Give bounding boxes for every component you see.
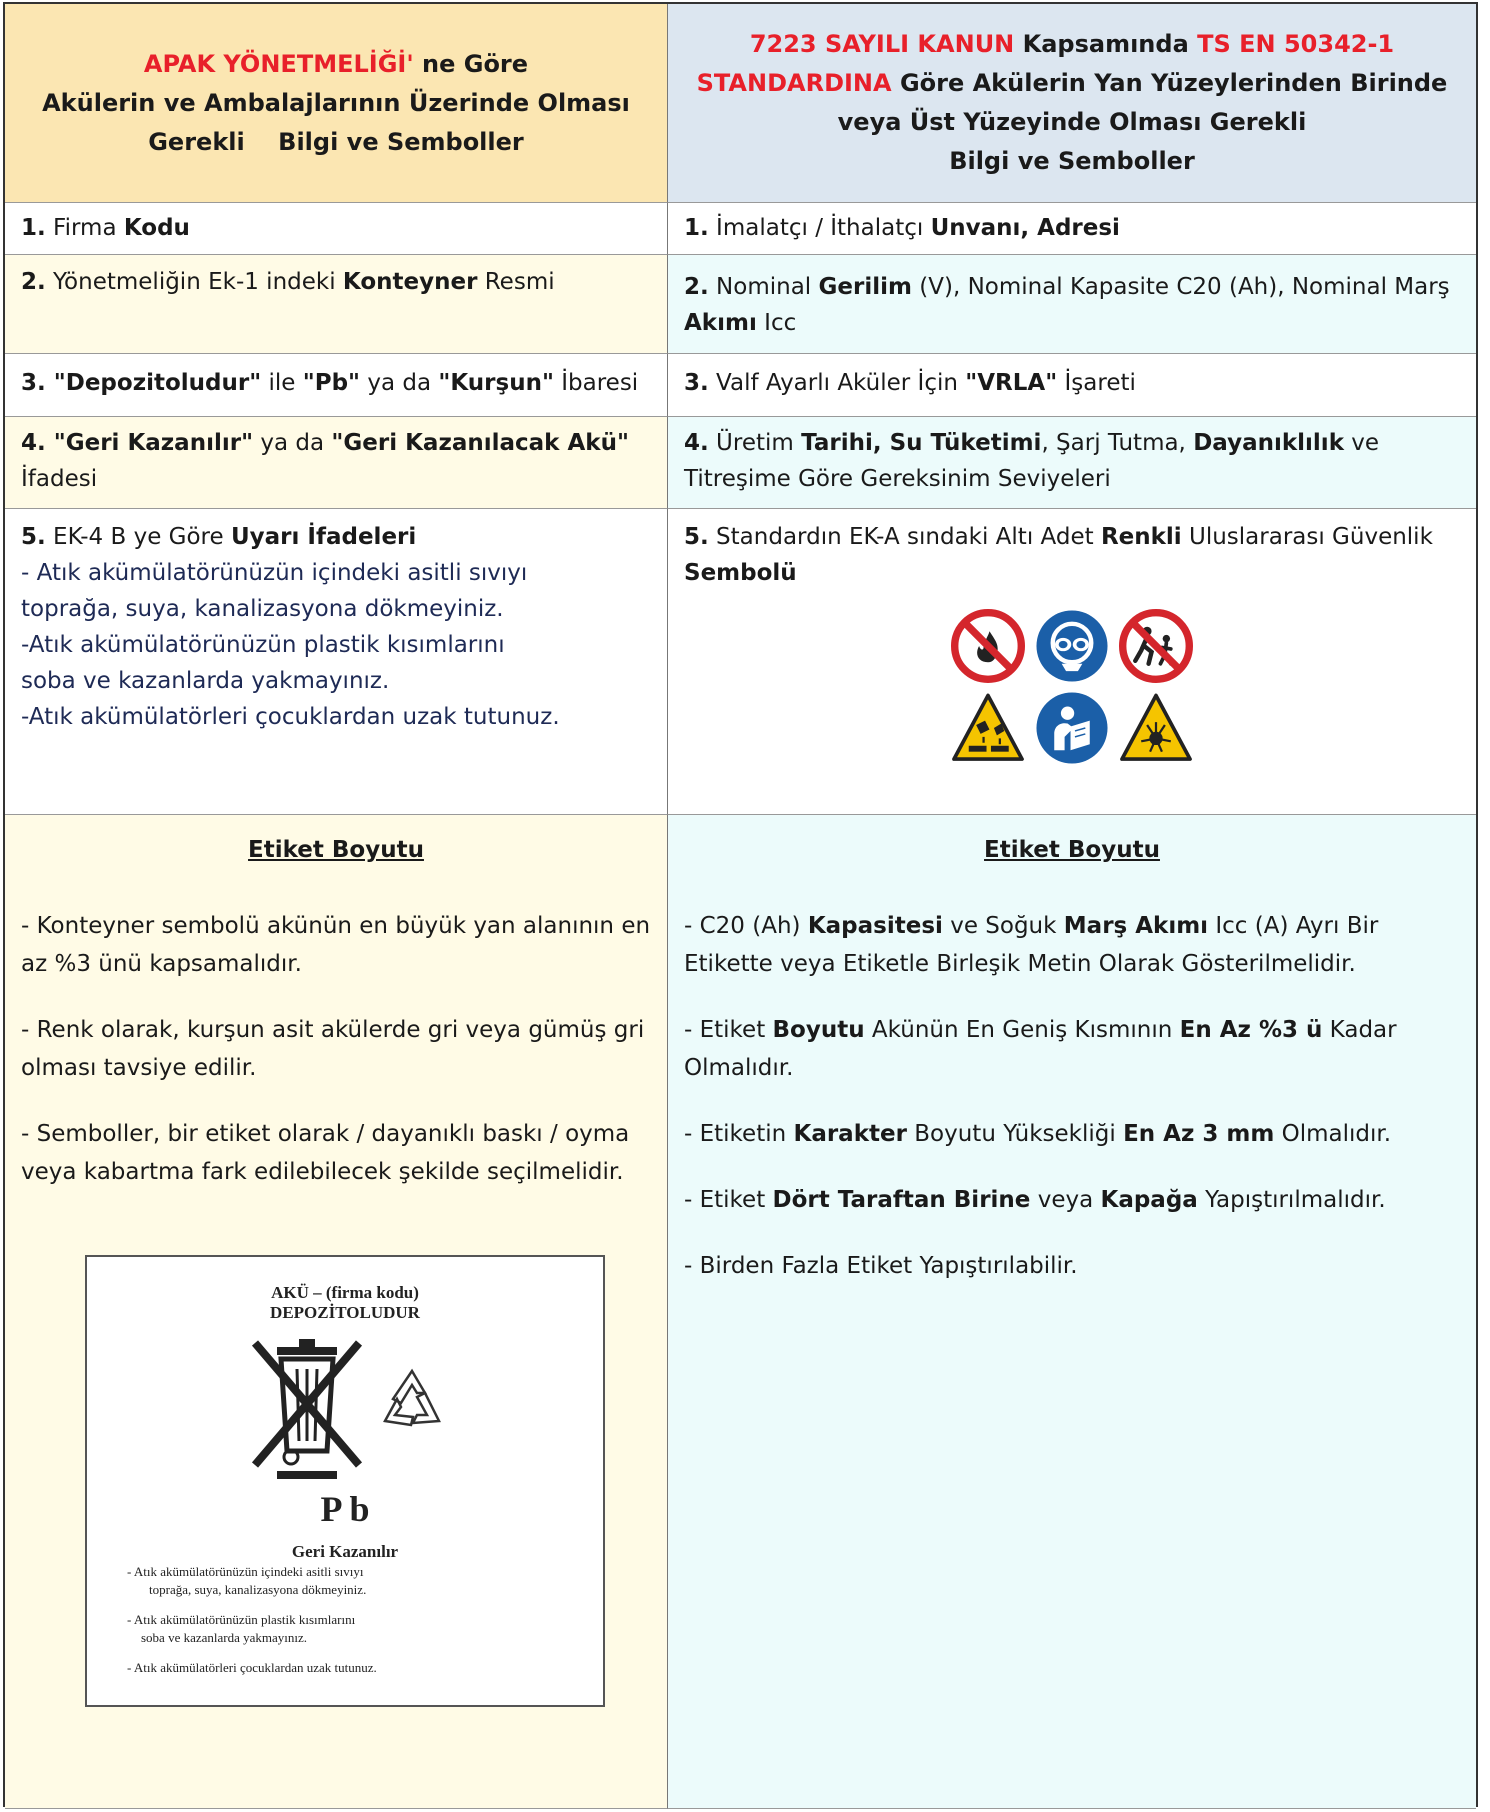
- row5-right-b1: Renkli: [1100, 524, 1182, 550]
- row2-right: [668, 255, 1476, 354]
- corrosive-warning-icon: [951, 691, 1025, 765]
- label-recover: Geri Kazanılır: [291, 1542, 399, 1561]
- bottom-right: [668, 815, 1476, 1809]
- label-warning-2b: soba ve kazanlarda yakmayınız.: [141, 1630, 308, 1645]
- row4-left-b1: "Geri Kazanılır": [45, 430, 254, 456]
- header-left-line2: Akülerin ve Ambalajlarının Üzerinde Olması: [42, 88, 630, 117]
- row1-right-num: 1.: [684, 215, 709, 241]
- row3-right-text: Valf Ayarlı Aküler İçin: [708, 370, 966, 396]
- header-right-red3: STANDARDINA: [696, 69, 892, 97]
- row3-right-num: 3.: [684, 370, 709, 396]
- row3-right-post: İşareti: [1057, 370, 1136, 396]
- row3-left-num: 3.: [21, 370, 46, 396]
- label-line1: AKÜ – (firma kodu): [271, 1283, 419, 1302]
- row2-left-text: Yönetmeliğin Ek-1 indeki: [45, 269, 343, 295]
- rp3-b2: En Az 3 mm: [1123, 1121, 1275, 1147]
- row4-right-b2: Dayanıklılık: [1193, 430, 1344, 456]
- row1-left-bold: Kodu: [123, 215, 190, 241]
- row2-right-b1: Gerilim: [818, 274, 912, 300]
- row2-left: [5, 255, 668, 354]
- row5-right-t1: Standardın EK-A sındaki Altı Adet: [708, 524, 1101, 550]
- right-para-4: [684, 1181, 1460, 1219]
- rp1-t2: ve Soğuk: [942, 913, 1064, 939]
- header-right-black2: Göre Akülerin Yan Yüzeylerinden Birinde: [891, 69, 1448, 97]
- row2-left-bold: Konteyner: [342, 269, 478, 295]
- row5-right-num: 5.: [684, 524, 709, 550]
- safety-symbols: [684, 609, 1460, 765]
- rp3-t2: Boyutu Yüksekliği: [906, 1121, 1124, 1147]
- right-para-3: [684, 1115, 1460, 1153]
- warning-line: -Atık akümülatörleri çocuklardan uzak tutunuz.: [21, 704, 560, 730]
- header-left: [5, 4, 668, 203]
- row4-right-t3: ve Titreşime Göre Gereksinim Seviyeleri: [684, 430, 1380, 492]
- explosive-warning-icon: [1119, 691, 1193, 765]
- rp2-b1: Boyutu: [772, 1017, 865, 1043]
- label-warning-2a: - Atık akümülatörünüzün plastik kısımlarını: [127, 1612, 356, 1627]
- label-size-title: Etiket Boyutu: [984, 837, 1160, 863]
- rp1-b1: Kapasitesi: [807, 913, 943, 939]
- rp4-t2: veya: [1030, 1187, 1101, 1213]
- rp3-t1: - Etiketin: [684, 1121, 794, 1147]
- rp4-t3: Yapıştırılmalıdır.: [1197, 1187, 1386, 1213]
- row1-left: [5, 203, 668, 255]
- row3-left-b2: "Pb": [302, 370, 361, 396]
- row4-left: [5, 417, 668, 509]
- row4-right-t1: Üretim: [708, 430, 802, 456]
- right-para-2: [684, 1011, 1460, 1087]
- rp1-t3: Icc (A) Ayrı Bir Etikette veya Etiketle Birleşik Metin Olarak Gösterilmelidir.: [684, 913, 1379, 977]
- header-right-red2: TS EN 50342-1: [1197, 30, 1395, 58]
- row5-right: [668, 509, 1476, 815]
- rp4-b2: Kapağa: [1100, 1187, 1198, 1213]
- warning-line: toprağa, suya, kanalizasyona dökmeyiniz.: [21, 596, 504, 622]
- warning-line: -Atık akümülatörünüzün plastik kısımlarını: [21, 632, 505, 658]
- rp3-t3: Olmalıdır.: [1274, 1121, 1392, 1147]
- row2-right-num: 2.: [684, 274, 709, 300]
- crossed-bin-icon: [247, 1329, 367, 1479]
- rp2-t3: Kadar Olmalıdır.: [684, 1017, 1397, 1081]
- warning-line: - Atık akümülatörünüzün içindeki asitli sıvıyı: [21, 560, 528, 586]
- header-right-black1: Kapsamında: [1014, 30, 1198, 58]
- row1-right: [668, 203, 1476, 255]
- row4-left-t1: ya da: [253, 430, 332, 456]
- row2-left-num: 2.: [21, 269, 46, 295]
- row5-left-bold: Uyarı İfadeleri: [230, 524, 417, 550]
- row4-right-b1: Tarihi, Su Tüketimi: [801, 430, 1042, 456]
- no-children-icon: [1119, 609, 1193, 683]
- row2-right-t2: (V), Nominal Kapasite C20 (Ah), Nominal Marş: [911, 274, 1450, 300]
- row3-left-t1: ile: [261, 370, 303, 396]
- header-right-red1: 7223 SAYILI KANUN: [749, 30, 1015, 58]
- header-left-red: APAK YÖNETMELİĞİ': [143, 49, 414, 78]
- left-para-3: - Semboller, bir etiket olarak / dayanıklı baskı / oyma veya kabartma fark edilebilecek şekilde seçilmelidir.: [21, 1121, 630, 1185]
- row3-left-b3: "Kurşun": [438, 370, 554, 396]
- right-para-1: [684, 907, 1460, 983]
- row3-right: [668, 354, 1476, 417]
- row2-right-t3: Icc: [756, 310, 797, 336]
- row5-left: [5, 509, 668, 815]
- header-left-line3: Gerekli Bilgi ve Semboller: [148, 127, 524, 156]
- recycle-icon: [377, 1365, 447, 1435]
- row4-right-num: 4.: [684, 430, 709, 456]
- row5-left-text: EK-4 B ye Göre: [45, 524, 231, 550]
- read-manual-icon: [1035, 691, 1109, 765]
- battery-label-image: [85, 1255, 605, 1707]
- bottom-left: [5, 815, 668, 1809]
- label-size-title: Etiket Boyutu: [248, 837, 424, 863]
- row4-right-t2: , Şarj Tutma,: [1041, 430, 1194, 456]
- row5-right-t2: Uluslararası Güvenlik: [1181, 524, 1433, 550]
- rp1-t1: - C20 (Ah): [684, 913, 808, 939]
- row1-left-text: Firma: [45, 215, 124, 241]
- header-right: [668, 4, 1476, 203]
- header-right-line4: Bilgi ve Semboller: [949, 147, 1195, 175]
- rp2-t2: Akünün En Geniş Kısmının: [864, 1017, 1180, 1043]
- rp1-b2: Marş Akımı: [1063, 913, 1209, 939]
- label-pb: P b: [320, 1489, 370, 1529]
- row5-left-num: 5.: [21, 524, 46, 550]
- row4-right: [668, 417, 1476, 509]
- header-right-line3: veya Üst Yüzeyinde Olması Gerekli: [837, 108, 1307, 136]
- row5-right-b2: Sembolü: [684, 560, 797, 586]
- row1-right-bold: Unvanı, Adresi: [930, 215, 1120, 241]
- header-left-black: ne Göre: [413, 49, 529, 78]
- left-para-2: - Renk olarak, kurşun asit akülerde gri veya gümüş gri olması tavsiye edilir.: [21, 1017, 645, 1081]
- row2-left-post: Resmi: [477, 269, 555, 295]
- row3-left: [5, 354, 668, 417]
- rp2-t1: - Etiket: [684, 1017, 773, 1043]
- row4-left-b2: "Geri Kazanılacak Akü": [331, 430, 629, 456]
- right-para-5: - Birden Fazla Etiket Yapıştırılabilir.: [684, 1253, 1078, 1279]
- eye-protection-icon: [1035, 609, 1109, 683]
- label-warning-1b: toprağa, suya, kanalizasyona dökmeyiniz.: [149, 1582, 367, 1597]
- warning-line: soba ve kazanlarda yakmayınız.: [21, 668, 390, 694]
- row2-right-b2: Akımı: [684, 310, 757, 336]
- row2-right-t1: Nominal: [708, 274, 819, 300]
- row3-right-bold: "VRLA": [965, 370, 1058, 396]
- rp4-t1: - Etiket: [684, 1187, 773, 1213]
- rp2-b2: En Az %3 ü: [1179, 1017, 1323, 1043]
- label-warning-3: - Atık akümülatörleri çocuklardan uzak tutunuz.: [127, 1660, 377, 1675]
- row1-right-text: İmalatçı / İthalatçı: [708, 215, 931, 241]
- label-line2: DEPOZİTOLUDUR: [270, 1303, 420, 1322]
- rp3-b1: Karakter: [793, 1121, 907, 1147]
- row3-left-b1: "Depozitoludur": [45, 370, 262, 396]
- left-para-1: - Konteyner sembolü akünün en büyük yan alanının en az %3 ünü kapsamalıdır.: [21, 913, 651, 977]
- row1-left-num: 1.: [21, 215, 46, 241]
- row3-left-t3: İbaresi: [553, 370, 639, 396]
- rp4-b1: Dört Taraftan Birine: [772, 1187, 1031, 1213]
- label-warning-1a: - Atık akümülatörünüzün içindeki asitli sıvıyı: [127, 1564, 364, 1579]
- row4-left-num: 4.: [21, 430, 46, 456]
- row3-left-t2: ya da: [360, 370, 439, 396]
- no-fire-icon: [951, 609, 1025, 683]
- info-table: [3, 2, 1478, 1807]
- row4-left-t2: İfadesi: [21, 466, 98, 492]
